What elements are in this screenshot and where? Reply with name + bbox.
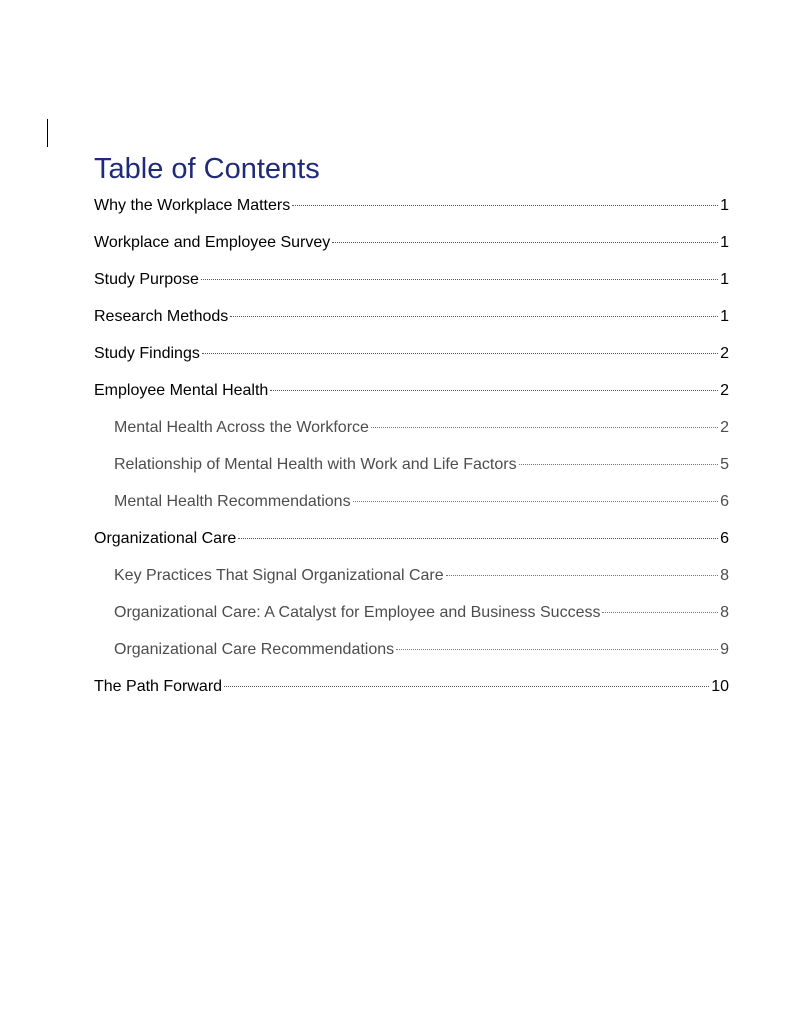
toc-dot-leader: [270, 390, 718, 391]
toc-dot-leader: [519, 464, 719, 465]
toc-entry-page: 6: [720, 530, 729, 547]
toc-entry-page: 1: [720, 234, 729, 251]
toc-dot-leader: [371, 427, 718, 428]
toc-dot-leader: [238, 538, 718, 539]
toc-dot-leader: [353, 501, 719, 502]
toc-subentry-label: Key Practices That Signal Organizational Care: [114, 567, 444, 584]
toc-dot-leader: [396, 649, 718, 650]
toc-entry[interactable]: [94, 192, 729, 229]
toc-entry[interactable]: [94, 377, 729, 414]
toc-subentry[interactable]: [94, 636, 729, 673]
toc-dot-leader: [201, 279, 718, 280]
toc-subentry[interactable]: [94, 451, 729, 488]
toc-dot-leader: [332, 242, 718, 243]
toc-subentry-label: Mental Health Across the Workforce: [114, 419, 369, 436]
toc-entry-label: Workplace and Employee Survey: [94, 234, 331, 251]
toc-subentry-label: Relationship of Mental Health with Work and Life Factors: [114, 456, 517, 473]
toc-entry[interactable]: [94, 673, 729, 710]
toc-subentry[interactable]: [94, 414, 729, 451]
toc-dot-leader: [446, 575, 718, 576]
toc-entry-page: 1: [720, 308, 729, 325]
toc-entry-label: Why the Workplace Matters: [94, 197, 291, 214]
toc-subentry[interactable]: [94, 562, 729, 599]
toc-entry-label: Organizational Care: [94, 530, 237, 547]
toc-subentry[interactable]: [94, 488, 729, 525]
toc-dot-leader: [602, 612, 718, 613]
toc-subentry-page: 6: [720, 493, 729, 510]
toc-entry[interactable]: [94, 229, 729, 266]
toc-entry-page: 1: [720, 197, 729, 214]
toc-subentry-label: Organizational Care: A Catalyst for Employee and Business Success: [114, 604, 601, 621]
toc-list: [94, 192, 729, 710]
toc-entry[interactable]: [94, 340, 729, 377]
toc-subentry-label: Mental Health Recommendations: [114, 493, 351, 510]
toc-entry-page: 10: [711, 678, 729, 695]
toc-title: Table of Contents: [94, 153, 320, 185]
toc-dot-leader: [292, 205, 718, 206]
toc-subentry-page: 9: [720, 641, 729, 658]
toc-entry[interactable]: [94, 303, 729, 340]
toc-entry-label: Study Findings: [94, 345, 200, 362]
toc-entry-label: Employee Mental Health: [94, 382, 269, 399]
toc-entry-label: The Path Forward: [94, 678, 223, 695]
toc-subentry-page: 8: [720, 604, 729, 621]
toc-entry-page: 1: [720, 271, 729, 288]
toc-dot-leader: [230, 316, 718, 317]
toc-entry[interactable]: [94, 266, 729, 303]
text-cursor: [47, 119, 48, 147]
toc-subentry[interactable]: [94, 599, 729, 636]
toc-subentry-label: Organizational Care Recommendations: [114, 641, 395, 658]
toc-entry-page: 2: [720, 345, 729, 362]
toc-subentry-page: 5: [720, 456, 729, 473]
toc-entry-page: 2: [720, 382, 729, 399]
toc-subentry-page: 2: [720, 419, 729, 436]
toc-dot-leader: [202, 353, 718, 354]
toc-entry[interactable]: [94, 525, 729, 562]
toc-subentry-page: 8: [720, 567, 729, 584]
toc-entry-label: Research Methods: [94, 308, 229, 325]
toc-dot-leader: [224, 686, 709, 687]
toc-entry-label: Study Purpose: [94, 271, 199, 288]
